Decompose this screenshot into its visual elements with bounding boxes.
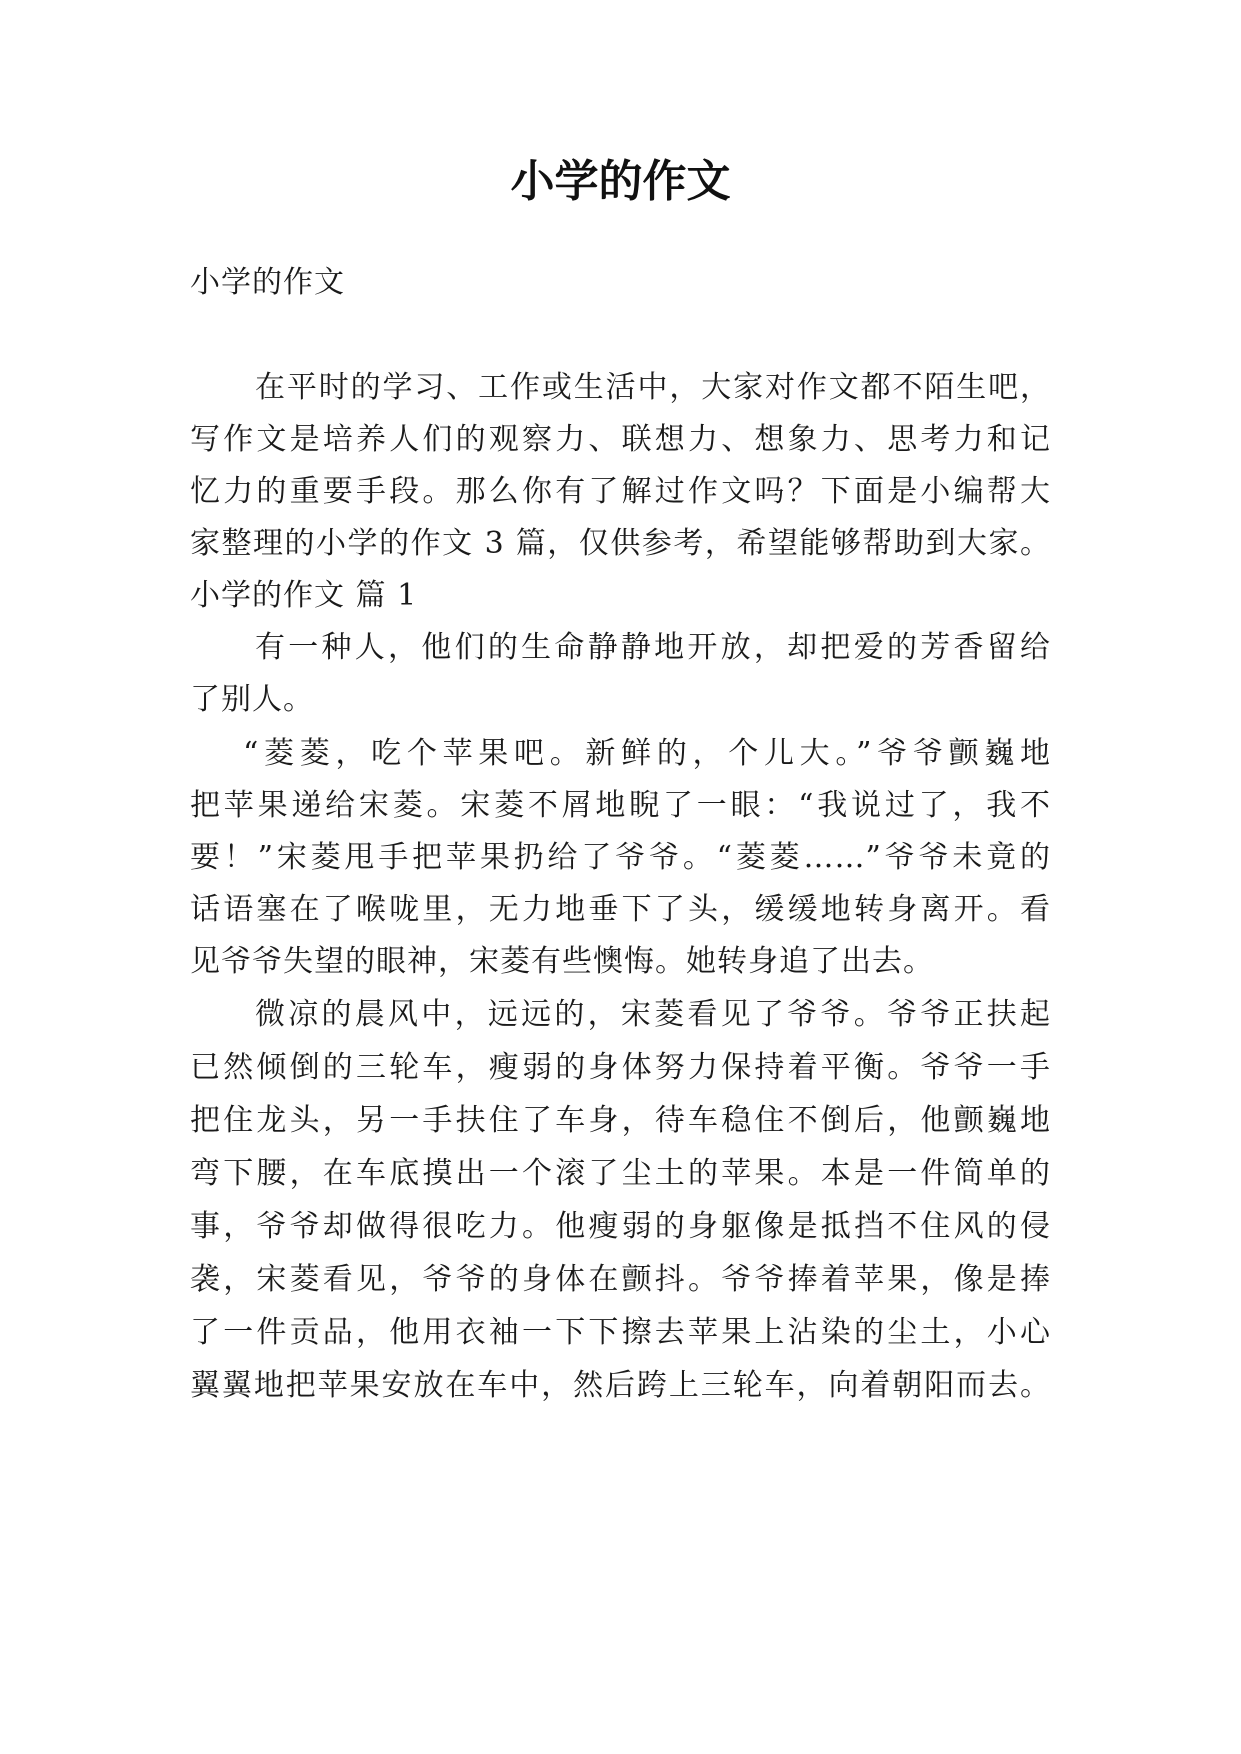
intro-line-2: 写作文是培养人们的观察力、联想力、想象力、思考力和记 [190, 422, 1051, 457]
section-heading: 小学的作文 篇 1 [190, 578, 418, 613]
intro-line-1: 在平时的学习、工作或生活中，大家对作文都不陌生吧， [255, 370, 1051, 405]
para2-line-3: 要！”宋菱甩手把苹果扔给了爷爷。“菱菱……”爷爷未竟的 [190, 840, 1051, 875]
para3-line-3: 把住龙头，另一手扶住了车身，待车稳住不倒后，他颤巍地 [190, 1103, 1051, 1138]
para3-line-7: 了一件贡品，他用衣袖一下下擦去苹果上沾染的尘土，小心 [190, 1315, 1051, 1350]
para3-line-6: 袭，宋菱看见，爷爷的身体在颤抖。爷爷捧着苹果，像是捧 [190, 1262, 1051, 1297]
para3-line-8: 翼翼地把苹果安放在车中，然后跨上三轮车，向着朝阳而去。 [190, 1368, 1051, 1403]
intro-line-3: 忆力的重要手段。那么你有了解过作文吗？下面是小编帮大 [190, 474, 1051, 509]
document-subtitle: 小学的作文 [190, 265, 345, 300]
para2-line-2: 把苹果递给宋菱。宋菱不屑地睨了一眼：“我说过了，我不 [190, 788, 1051, 823]
para3-line-5: 事，爷爷却做得很吃力。他瘦弱的身躯像是抵挡不住风的侵 [190, 1209, 1051, 1244]
para2-line-5: 见爷爷失望的眼神，宋菱有些懊悔。她转身追了出去。 [190, 944, 934, 979]
para2-line-4: 话语塞在了喉咙里，无力地垂下了头，缓缓地转身离开。看 [190, 892, 1051, 927]
para3-line-1: 微凉的晨风中，远远的，宋菱看见了爷爷。爷爷正扶起 [255, 997, 1051, 1032]
document-title: 小学的作文 [510, 156, 731, 207]
intro-line-4: 家整理的小学的作文 3 篇，仅供参考，希望能够帮助到大家。 [190, 526, 1051, 561]
para2-line-1: “菱菱，吃个苹果吧。新鲜的，个儿大。”爷爷颤巍地 [243, 736, 1051, 771]
para1-line-1: 有一种人，他们的生命静静地开放，却把爱的芳香留给 [255, 630, 1051, 665]
para3-line-4: 弯下腰，在车底摸出一个滚了尘土的苹果。本是一件简单的 [190, 1156, 1051, 1191]
para1-line-2: 了别人。 [190, 682, 314, 717]
para3-line-2: 已然倾倒的三轮车，瘦弱的身体努力保持着平衡。爷爷一手 [190, 1050, 1051, 1085]
